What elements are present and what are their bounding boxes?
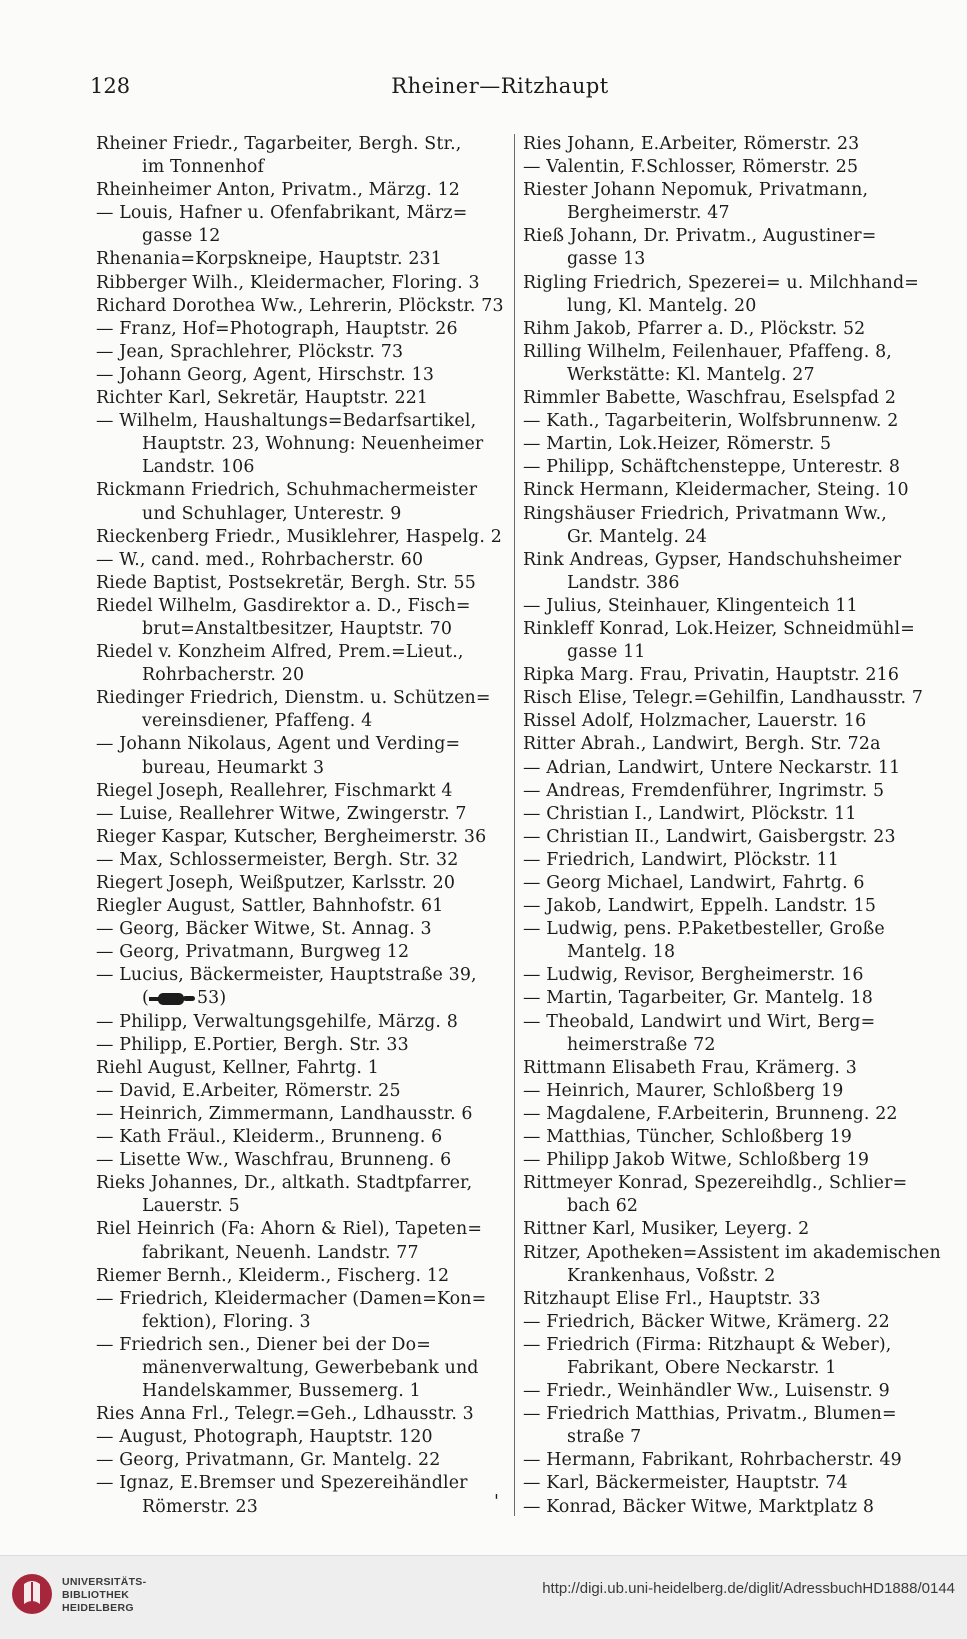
directory-line	[523, 664, 943, 687]
directory-line	[523, 803, 943, 826]
directory-line	[96, 941, 508, 964]
directory-line	[96, 641, 508, 664]
directory-line-text: Rink Andreas, Gypser, Handschuhsheimer	[523, 549, 902, 570]
directory-line-text: gasse 11	[567, 642, 646, 663]
directory-line	[523, 1218, 943, 1241]
directory-line-text: — Friedrich sen., Diener bei der Do=	[96, 1334, 431, 1355]
directory-line-text: Handelskammer, Bussemerg. 1	[142, 1381, 421, 1402]
directory-line	[96, 918, 508, 941]
directory-line-text: Ribberger Wilh., Kleidermacher, Floring. 3	[96, 272, 480, 293]
directory-line	[96, 1126, 508, 1149]
stray-mark: '	[494, 1491, 499, 1512]
directory-line-text: — Christian II., Landwirt, Gaisbergstr. 23	[523, 826, 896, 847]
directory-line-text: Riedinger Friedrich, Dienstm. u. Schützen=	[96, 688, 491, 709]
library-name-line3: HEIDELBERG	[62, 1602, 134, 1614]
directory-line-text: Rigling Friedrich, Spezerei= u. Milchhand=	[523, 272, 919, 293]
directory-line-text: — Martin, Lok.Heizer, Römerstr. 5	[523, 434, 832, 455]
directory-line	[523, 618, 943, 641]
directory-line	[96, 156, 508, 179]
directory-line	[96, 433, 508, 456]
pointing-hand-icon	[149, 991, 197, 1007]
directory-line-text: und Schuhlager, Unterestr. 9	[142, 503, 402, 524]
directory-line	[523, 1357, 943, 1380]
directory-line	[96, 456, 508, 479]
directory-line-text: Riedel v. Konzheim Alfred, Prem.=Lieut.,	[96, 642, 464, 663]
directory-line	[523, 1288, 943, 1311]
directory-line	[96, 826, 508, 849]
directory-line-text: Riegert Joseph, Weißputzer, Karlsstr. 20	[96, 873, 456, 893]
directory-line	[523, 1195, 943, 1218]
directory-line-text: — Andreas, Fremdenführer, Ingrimstr. 5	[523, 780, 885, 801]
directory-line-text: bureau, Heumarkt 3	[142, 757, 325, 778]
directory-line-text: Ritter Abrah., Landwirt, Bergh. Str. 72a	[523, 734, 881, 755]
directory-line-text: Rimmler Babette, Waschfrau, Eselspfad 2	[523, 388, 897, 409]
directory-line	[96, 1149, 508, 1172]
directory-line	[523, 872, 943, 895]
directory-line-text: bach 62	[567, 1196, 639, 1217]
directory-line	[523, 433, 943, 456]
directory-line	[96, 1172, 508, 1195]
directory-line-text: Landstr. 386	[567, 572, 680, 593]
directory-line-text: Mantelg. 18	[567, 942, 676, 963]
directory-line-text: fabrikant, Neuenh. Landstr. 77	[142, 1242, 419, 1263]
directory-line	[96, 1265, 508, 1288]
directory-line	[96, 572, 508, 595]
directory-line	[523, 503, 943, 526]
page-number: 128	[90, 74, 131, 98]
directory-line	[96, 1426, 508, 1449]
directory-line	[96, 133, 508, 156]
directory-line	[96, 1449, 508, 1472]
directory-line	[96, 1034, 508, 1057]
paren-open: (	[142, 988, 149, 1009]
directory-line-text: Riede Baptist, Postsekretär, Bergh. Str. 55	[96, 572, 476, 593]
directory-line	[96, 1195, 508, 1218]
directory-line-text: — Luise, Reallehrer Witwe, Zwingerstr. 7	[96, 803, 467, 824]
directory-line-text: Rieß Johann, Dr. Privatm., Augustiner=	[523, 226, 877, 247]
directory-line	[523, 1126, 943, 1149]
directory-line-text: vereinsdiener, Pfaffeng. 4	[142, 711, 373, 732]
directory-line	[523, 202, 943, 225]
directory-line-text: — Johann Georg, Agent, Hirschstr. 13	[96, 364, 435, 385]
directory-line-text: gasse 12	[142, 226, 221, 247]
directory-line	[523, 733, 943, 756]
directory-line-text: Rihm Jakob, Pfarrer a. D., Plöckstr. 52	[523, 318, 866, 339]
directory-line	[523, 1242, 943, 1265]
directory-line	[96, 733, 508, 756]
directory-line-text: — Konrad, Bäcker Witwe, Marktplatz 8	[523, 1496, 875, 1517]
directory-line-text: — Philipp, E.Portier, Bergh. Str. 33	[96, 1034, 409, 1055]
directory-line-text: Hauptstr. 23, Wohnung: Neuenheimer	[142, 434, 484, 455]
directory-line-text: — August, Photograph, Hauptstr. 120	[96, 1427, 433, 1448]
directory-line-text: — Louis, Hafner u. Ofenfabrikant, März=	[96, 203, 468, 224]
directory-line	[523, 272, 943, 295]
directory-line	[96, 757, 508, 780]
directory-line-text: — Friedrich, Landwirt, Plöckstr. 11	[523, 849, 839, 870]
directory-line-text: — Wilhelm, Haushaltungs=Bedarfsartikel,	[96, 411, 477, 432]
directory-line	[96, 248, 508, 271]
directory-line-text: heimerstraße 72	[567, 1034, 716, 1055]
directory-line	[523, 364, 943, 387]
directory-line	[96, 225, 508, 248]
directory-line	[96, 387, 508, 410]
directory-line	[523, 1380, 943, 1403]
directory-line	[96, 964, 508, 987]
directory-line	[96, 895, 508, 918]
directory-line	[96, 1357, 508, 1380]
directory-line-text: Rissel Adolf, Holzmacher, Lauerstr. 16	[523, 711, 867, 732]
directory-line-text: — Heinrich, Zimmermann, Landhausstr. 6	[96, 1103, 473, 1124]
directory-line-text: Ries Anna Frl., Telegr.=Geh., Ldhausstr. 3	[96, 1404, 474, 1425]
directory-line-text: Riedel Wilhelm, Gasdirektor a. D., Fisch=	[96, 595, 471, 616]
directory-line	[523, 987, 943, 1010]
directory-line	[96, 295, 508, 318]
directory-line	[523, 248, 943, 271]
library-name-line1: UNIVERSITÄTS-	[62, 1576, 147, 1588]
directory-line-text: Rittmann Elisabeth Frau, Krämerg. 3	[523, 1057, 857, 1078]
directory-line	[523, 572, 943, 595]
directory-line-text: Riel Heinrich (Fa: Ahorn & Riel), Tapeten=	[96, 1219, 483, 1240]
directory-line-text: — Jakob, Landwirt, Eppelh. Landstr. 15	[523, 896, 877, 917]
directory-line	[523, 757, 943, 780]
directory-line	[523, 1149, 943, 1172]
directory-line	[523, 133, 943, 156]
directory-line	[96, 1057, 508, 1080]
directory-line	[523, 341, 943, 364]
directory-line-text: mänenverwaltung, Gewerbebank und	[142, 1357, 479, 1378]
directory-line	[523, 1496, 943, 1519]
directory-line-text: — Friedrich Matthias, Privatm., Blumen=	[523, 1404, 897, 1425]
directory-line	[523, 687, 943, 710]
directory-line	[96, 318, 508, 341]
directory-line	[523, 941, 943, 964]
directory-line	[96, 987, 508, 1010]
directory-line	[96, 479, 508, 502]
directory-line	[96, 410, 508, 433]
directory-line-text: — Philipp, Verwaltungsgehilfe, Märzg. 8	[96, 1011, 458, 1032]
directory-line	[96, 1218, 508, 1241]
directory-line-text: — Theobald, Landwirt und Wirt, Berg=	[523, 1011, 876, 1032]
page-header	[90, 74, 910, 104]
directory-line-text: — Franz, Hof=Photograph, Hauptstr. 26	[96, 318, 458, 339]
directory-line-text: Krankenhaus, Voßstr. 2	[567, 1265, 776, 1286]
directory-line-text: Rickmann Friedrich, Schuhmachermeister	[96, 480, 478, 501]
directory-line	[523, 964, 943, 987]
directory-line-text: — Kath., Tagarbeiterin, Wolfsbrunnenw. 2	[523, 411, 899, 432]
footer-bar	[0, 1555, 967, 1639]
directory-line-text: — Ludwig, pens. P.Paketbesteller, Große	[523, 919, 885, 940]
directory-line	[523, 1265, 943, 1288]
directory-line	[523, 595, 943, 618]
directory-line-text: — Lucius, Bäckermeister, Hauptstraße 39,	[96, 965, 477, 986]
directory-line-text: Riegel Joseph, Reallehrer, Fischmarkt 4	[96, 780, 453, 801]
directory-line	[523, 780, 943, 803]
directory-line-text: Riegler August, Sattler, Bahnhofstr. 61	[96, 896, 444, 917]
directory-line-text: — Karl, Bäckermeister, Hauptstr. 74	[523, 1473, 848, 1494]
directory-line-text: — Adrian, Landwirt, Untere Neckarstr. 11	[523, 757, 901, 778]
directory-line	[96, 1080, 508, 1103]
directory-line	[523, 295, 943, 318]
directory-line	[96, 687, 508, 710]
right-column	[523, 133, 943, 1519]
directory-line-text: Römerstr. 23	[142, 1496, 258, 1517]
directory-line-text: — Julius, Steinhauer, Klingenteich 11	[523, 595, 858, 616]
directory-line-text: — Philipp, Schäftchensteppe, Unterestr. 8	[523, 457, 901, 478]
directory-line	[523, 1472, 943, 1495]
directory-line-text: — Georg, Privatmann, Gr. Mantelg. 22	[96, 1450, 441, 1471]
directory-line-text: — Georg Michael, Landwirt, Fahrtg. 6	[523, 873, 865, 893]
directory-line-text: Rhenania=Korpskneipe, Hauptstr. 231	[96, 249, 442, 270]
directory-line	[96, 526, 508, 549]
directory-line	[96, 503, 508, 526]
directory-line	[523, 1403, 943, 1426]
directory-line	[96, 595, 508, 618]
directory-line	[96, 618, 508, 641]
directory-line	[523, 1311, 943, 1334]
directory-line-text: — Max, Schlossermeister, Bergh. Str. 32	[96, 849, 459, 870]
directory-line-text: Ringshäuser Friedrich, Privatmann Ww.,	[523, 503, 887, 524]
directory-line-text: Richard Dorothea Ww., Lehrerin, Plöckstr. 73	[96, 295, 504, 316]
directory-line	[523, 549, 943, 572]
directory-line-text: — Friedr., Weinhändler Ww., Luisenstr. 9	[523, 1381, 890, 1402]
directory-line-text: Fabrikant, Obere Neckarstr. 1	[567, 1357, 837, 1378]
directory-line	[523, 1449, 943, 1472]
directory-line-text: — Valentin, F.Schlosser, Römerstr. 25	[523, 157, 859, 178]
directory-line	[523, 641, 943, 664]
directory-line-text: — Georg, Bäcker Witwe, St. Annag. 3	[96, 919, 432, 940]
column-divider	[514, 134, 515, 1516]
directory-line-text: — Jean, Sprachlehrer, Plöckstr. 73	[96, 341, 404, 362]
directory-line-text: gasse 13	[567, 249, 646, 270]
directory-line	[523, 1172, 943, 1195]
directory-line-text: Rinkleff Konrad, Lok.Heizer, Schneidmühl=	[523, 618, 915, 639]
directory-line-text: lung, Kl. Mantelg. 20	[567, 295, 757, 316]
directory-line-text: Bergheimerstr. 47	[567, 203, 730, 224]
directory-line-text: Rieckenberg Friedr., Musiklehrer, Haspelg. 2	[96, 526, 502, 547]
directory-line	[96, 1288, 508, 1311]
directory-line-text: Rheinheimer Anton, Privatm., Märzg. 12	[96, 180, 460, 201]
directory-line	[96, 1242, 508, 1265]
directory-line-text: straße 7	[567, 1427, 642, 1448]
directory-line-text: — Johann Nikolaus, Agent und Verding=	[96, 734, 461, 755]
directory-line-text: Ritzer, Apotheken=Assistent im akademischen	[523, 1242, 941, 1263]
directory-line	[96, 710, 508, 733]
directory-line-text: Rilling Wilhelm, Feilenhauer, Pfaffeng. 8,	[523, 341, 892, 362]
directory-line-text: Rieger Kaspar, Kutscher, Bergheimerstr. 36	[96, 826, 487, 847]
directory-line	[96, 341, 508, 364]
directory-line	[96, 549, 508, 572]
directory-line-text: — Martin, Tagarbeiter, Gr. Mantelg. 18	[523, 988, 873, 1009]
directory-line-text: Rittner Karl, Musiker, Leyerg. 2	[523, 1219, 810, 1240]
directory-line	[523, 318, 943, 341]
directory-line-text: Rinck Hermann, Kleidermacher, Steing. 10	[523, 480, 909, 501]
directory-line-text: — Kath Fräul., Kleiderm., Brunneng. 6	[96, 1127, 443, 1148]
directory-line-text: Landstr. 106	[142, 457, 255, 478]
directory-line	[523, 1011, 943, 1034]
directory-line	[96, 202, 508, 225]
directory-line	[523, 710, 943, 733]
directory-line	[96, 1403, 508, 1426]
directory-line	[523, 225, 943, 248]
directory-line-text: — Friedrich (Firma: Ritzhaupt & Weber),	[523, 1334, 892, 1355]
directory-line	[96, 179, 508, 202]
directory-line-text: — Heinrich, Maurer, Schloßberg 19	[523, 1080, 844, 1101]
directory-line	[96, 872, 508, 895]
directory-line	[523, 849, 943, 872]
directory-line	[96, 1496, 508, 1519]
directory-line-text: — Friedrich, Bäcker Witwe, Krämerg. 22	[523, 1311, 890, 1332]
directory-line-text: fektion), Floring. 3	[142, 1311, 311, 1332]
directory-line	[96, 364, 508, 387]
directory-line	[523, 1334, 943, 1357]
directory-line	[523, 456, 943, 479]
source-url-link[interactable]: http://digi.ub.uni-heidelberg.de/diglit/AdressbuchHD1888/0144	[542, 1580, 955, 1597]
directory-line	[523, 410, 943, 433]
directory-line	[523, 1426, 943, 1449]
directory-line-text: Risch Elise, Telegr.=Gehilfin, Landhausstr. 7	[523, 688, 924, 709]
directory-line-text: Rieks Johannes, Dr., altkath. Stadtpfarrer,	[96, 1173, 473, 1194]
directory-line	[523, 918, 943, 941]
directory-line	[523, 826, 943, 849]
directory-line	[523, 387, 943, 410]
directory-line	[96, 272, 508, 295]
directory-line	[96, 780, 508, 803]
directory-line	[96, 849, 508, 872]
left-column	[96, 133, 508, 1519]
library-logo-icon	[10, 1572, 54, 1616]
directory-line	[96, 1380, 508, 1403]
directory-line	[523, 179, 943, 202]
directory-line-text: Werkstätte: Kl. Mantelg. 27	[567, 364, 815, 385]
directory-line	[523, 1034, 943, 1057]
directory-line-text: Rohrbacherstr. 20	[142, 665, 305, 686]
directory-line	[96, 1311, 508, 1334]
directory-line	[523, 895, 943, 918]
directory-line-text: Ritzhaupt Elise Frl., Hauptstr. 33	[523, 1288, 821, 1309]
directory-line	[96, 1103, 508, 1126]
directory-line	[523, 479, 943, 502]
directory-line-text: im Tonnenhof	[142, 157, 265, 178]
directory-line-text: — Hermann, Fabrikant, Rohrbacherstr. 49	[523, 1450, 902, 1471]
library-name-line2: BIBLIOTHEK	[62, 1589, 130, 1601]
directory-line-text: Rheiner Friedr., Tagarbeiter, Bergh. Str.,	[96, 134, 462, 154]
directory-line	[523, 1080, 943, 1103]
directory-line-text: Richter Karl, Sekretär, Hauptstr. 221	[96, 388, 429, 409]
directory-line-text: Gr. Mantelg. 24	[567, 526, 708, 547]
directory-line	[96, 1472, 508, 1495]
directory-line	[96, 664, 508, 687]
directory-line-text: — Magdalene, F.Arbeiterin, Brunneng. 22	[523, 1103, 898, 1124]
directory-line-text: — Friedrich, Kleidermacher (Damen=Kon=	[96, 1288, 487, 1309]
directory-line-text: Lauerstr. 5	[142, 1196, 240, 1217]
directory-line-text: Rittmeyer Konrad, Spezereihdlg., Schlier=	[523, 1173, 908, 1194]
directory-line-text: brut=Anstaltbesitzer, Hauptstr. 70	[142, 618, 453, 639]
running-head: Rheiner—Ritzhaupt	[391, 74, 609, 98]
directory-line-text: — Lisette Ww., Waschfrau, Brunneng. 6	[96, 1150, 452, 1171]
directory-line	[523, 1103, 943, 1126]
directory-line-text: — David, E.Arbeiter, Römerstr. 25	[96, 1080, 401, 1101]
directory-line	[523, 526, 943, 549]
directory-line-text: Riemer Bernh., Kleiderm., Fischerg. 12	[96, 1265, 450, 1286]
directory-line-text: — Christian I., Landwirt, Plöckstr. 11	[523, 803, 857, 824]
directory-line-text: 53)	[196, 988, 227, 1009]
directory-line-text: — Georg, Privatmann, Burgweg 12	[96, 942, 410, 963]
directory-line-text: — Philipp Jakob Witwe, Schloßberg 19	[523, 1150, 870, 1171]
directory-line-text: Riehl August, Kellner, Fahrtg. 1	[96, 1057, 379, 1078]
directory-line-text: Ries Johann, E.Arbeiter, Römerstr. 23	[523, 134, 860, 154]
directory-line-text: — W., cand. med., Rohrbacherstr. 60	[96, 549, 424, 570]
directory-line	[96, 1334, 508, 1357]
directory-line-text: Riester Johann Nepomuk, Privatmann,	[523, 180, 869, 201]
directory-line-text: — Ignaz, E.Bremser und Spezereihändler	[96, 1473, 468, 1494]
directory-line-text: — Ludwig, Revisor, Bergheimerstr. 16	[523, 965, 864, 986]
directory-line	[523, 1057, 943, 1080]
directory-line	[523, 156, 943, 179]
directory-line	[96, 803, 508, 826]
directory-line	[96, 1011, 508, 1034]
directory-line-text: — Matthias, Tüncher, Schloßberg 19	[523, 1127, 852, 1148]
library-name	[62, 1576, 146, 1615]
directory-line-text: Ripka Marg. Frau, Privatin, Hauptstr. 216	[523, 665, 900, 686]
